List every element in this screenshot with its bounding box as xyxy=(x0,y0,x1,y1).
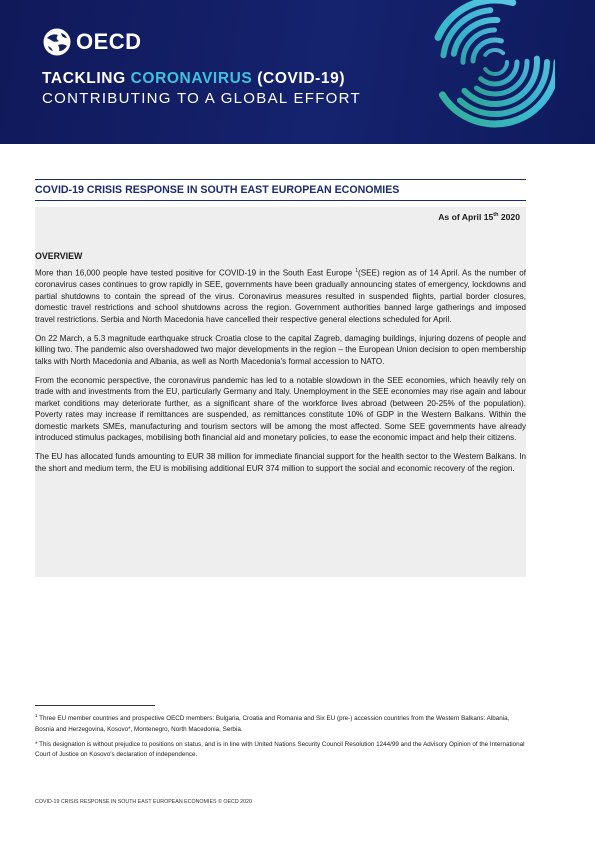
paragraph-1-part-b: (SEE) region as of 14 April. As the number of coronavirus cases continues to grow rapidly in SEE, governments have been gradually announcing states of emergency, lockdowns and partial shutdowns to contain the spread of the virus. Coronavirus measures resulted in suspended flights, partial border closures, domestic travel restrictions and school shutdowns across the region. Government authorities banned large gatherings and imposed travel restrictions. Serbia and North Macedonia have cancelled their respective general elections scheduled for April. xyxy=(35,268,526,324)
footnote-rule xyxy=(35,705,155,706)
banner-subtitle: CONTRIBUTING TO A GLOBAL EFFORT xyxy=(42,90,361,107)
header-banner xyxy=(0,0,595,144)
date-line xyxy=(438,212,520,222)
footnote-1-marker: 1 xyxy=(35,713,38,718)
concentric-rings-graphic xyxy=(415,0,555,144)
footnote-ref-1[interactable]: 1 xyxy=(355,268,359,274)
footnote-1 xyxy=(35,711,526,735)
oecd-logo-text: OECD xyxy=(76,29,142,54)
footnote-2: * This designation is without prejudice to positions on status, and is in line with United Nations Security Council Resolution 1244/99 and the Advisory Opinion of the International Court of Justice on Kosovo's declaration of independence. xyxy=(35,740,525,759)
title-rule-bottom xyxy=(35,200,526,201)
paragraph-3: From the economic perspective, the coronavirus pandemic has led to a notable slowdown in the SEE economies, which heavily rely on trade with and investments from the EU, particularly Germany and Italy. Unemployment in the SEE economies may rise again and labour market conditions may deteriorate further, as a significant share of the workforce lives abroad (between 20-25% of the population). Poverty rates may increase if remittances are suspended, as remittances constitute 10% of GDP in the Western Balkans. Within the domestic markets SMEs, manufacturing and tourism sectors will be among the most affected. Some SEE governments have already introduced stimulus packages, mobilising both financial aid and monetary policies, to ease the economic impact and help their citizens. xyxy=(35,375,526,443)
date-superscript: th xyxy=(493,212,499,219)
banner-title-prefix: TACKLING xyxy=(42,70,131,87)
paragraph-1-part-a: More than 16,000 people have tested positive for COVID-19 in the South East Europe xyxy=(35,268,356,278)
banner-title xyxy=(42,70,345,88)
title-rule-top xyxy=(35,179,526,180)
oecd-globe-icon xyxy=(42,27,72,57)
oecd-logo xyxy=(42,27,142,57)
page-footer: COVID-19 CRISIS RESPONSE IN SOUTH EAST EUROPEAN ECONOMIES © OECD 2020 xyxy=(35,799,252,805)
overview-panel xyxy=(35,207,526,577)
banner-title-suffix: (COVID-19) xyxy=(252,70,346,87)
date-prefix: As of April 15 xyxy=(438,212,494,222)
date-suffix: 2020 xyxy=(498,212,520,222)
footnote-1-text: Three EU member countries and prospective OECD members: Bulgaria, Croatia and Romania and Six EU (pre-) accession countries from the Western Balkans: Albania, Bosnia and Herzegovina, Kosovo*, Montenegro, North Macedonia, Serbia. xyxy=(35,715,510,733)
banner-title-highlight: CORONAVIRUS xyxy=(130,70,253,87)
paragraph-1 xyxy=(35,266,526,325)
footnotes xyxy=(35,711,526,766)
document-title: COVID-19 CRISIS RESPONSE IN SOUTH EAST EUROPEAN ECONOMIES xyxy=(35,184,400,196)
section-heading: OVERVIEW xyxy=(35,251,83,261)
body-text xyxy=(35,266,526,482)
paragraph-2: On 22 March, a 5.3 magnitude earthquake struck Croatia close to the capital Zagreb, damaging buildings, injuring dozens of people and killing two. The pandemic also overshadowed two major developments in the region – the European Union decision to open membership talks with North Macedonia and Albania, as well as North Macedonia's formal accession to NATO. xyxy=(35,333,526,366)
paragraph-4: The EU has allocated funds amounting to EUR 38 million for immediate financial support for the health sector to the Western Balkans. In the short and medium term, the EU is mobilising additional EUR 374 million to support the social and economic recovery of the region. xyxy=(35,452,526,473)
